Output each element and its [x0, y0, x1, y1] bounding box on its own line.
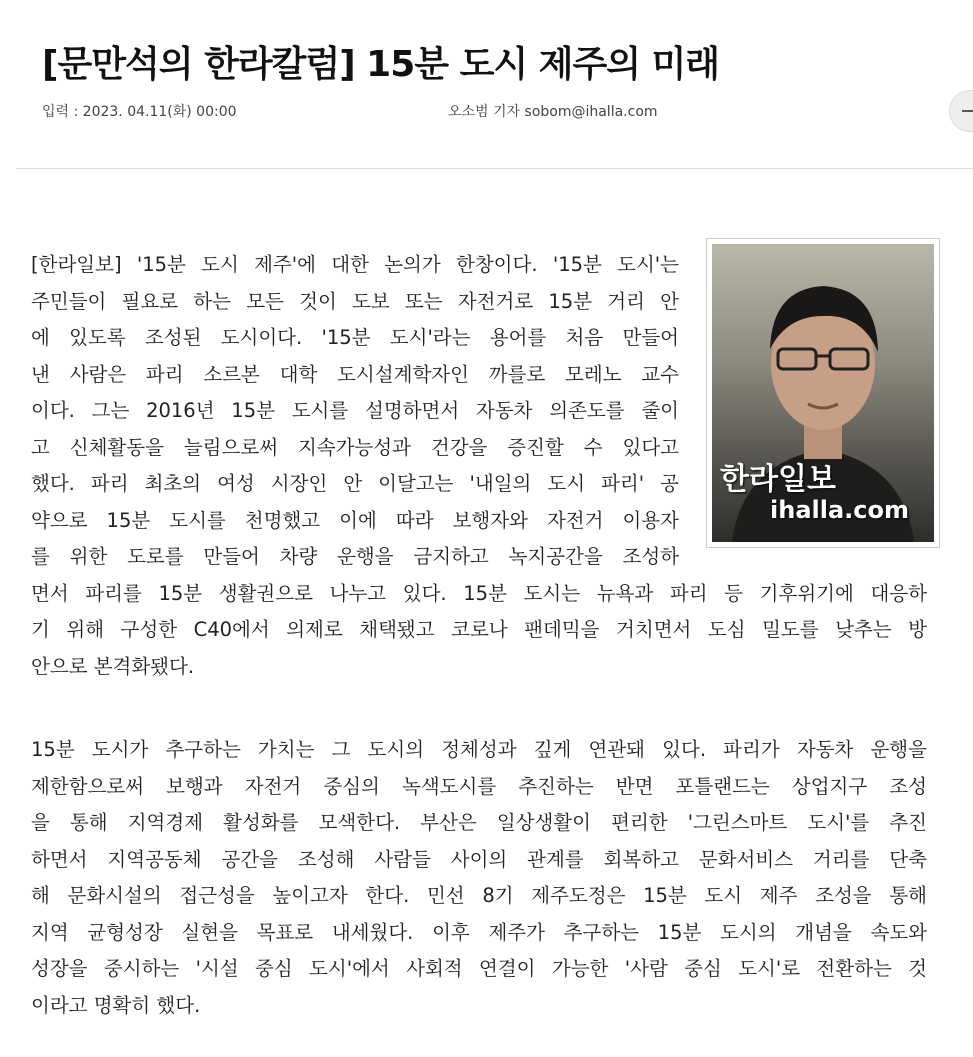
- body-line: 제한함으로써 보행과 자전거 중심의 녹색도시를 추진하는 반면 포틀랜드는 상업지구 조성: [31, 774, 927, 798]
- watermark-brand: 한라일보: [720, 462, 836, 497]
- minus-icon: [962, 110, 973, 112]
- body-line: 기 위해 구성한 C40에서 의제로 채택됐고 코로나 팬데믹을 거치면서 도심 밀도를 낮추는 방: [31, 618, 927, 641]
- header-divider: [16, 168, 973, 169]
- body-line: 낸 사람은 파리 소르본 대학 도시설계학자인 까를로 모레노 교수: [31, 362, 679, 386]
- portrait-image: [712, 244, 934, 542]
- body-line: 성장을 중시하는 '시설 중심 도시'에서 사회적 연결이 가능한 '사람 중심 도시'로 전환하는 것: [31, 957, 927, 980]
- body-line: 를 위한 도로를 만들어 차량 운행을 금지하고 녹지공간을 조성하: [31, 545, 679, 568]
- body-line: 이다. 그는 2016년 15분 도시를 설명하면서 자동차 의존도를 줄이: [31, 399, 679, 422]
- body-line: 지역 균형성장 실현을 목표로 내세웠다. 이후 제주가 추구하는 15분 도시의 개념을 속도와: [31, 920, 927, 944]
- body-line: 이라고 명확히 했다.: [31, 993, 201, 1017]
- reporter-byline[interactable]: 오소범 기자 sobom@ihalla.com: [448, 104, 658, 120]
- body-line: 약으로 15분 도시를 천명했고 이에 따라 보행자와 자전거 이용자: [31, 508, 679, 532]
- body-line: 해 문화시설의 접근성을 높이고자 한다. 민선 8기 제주도정은 15분 도시 제주 조성을 통해: [31, 884, 927, 907]
- body-line: 에 있도록 조성된 도시이다. '15분 도시'라는 용어를 처음 만들어: [31, 326, 679, 349]
- body-line: 면서 파리를 15분 생활권으로 나누고 있다. 15분 도시는 뉴욕과 파리 등 기후위기에 대응하: [31, 581, 927, 605]
- article-title: [문만석의 한라칼럼] 15분 도시 제주의 미래: [42, 44, 720, 85]
- body-line: 했다. 파리 최초의 여성 시장인 안 이달고는 '내일의 도시 파리' 공: [31, 472, 679, 495]
- body-line: 을 통해 지역경제 활성화를 모색한다. 부산은 일상생활이 편리한 '그린스마트 도시'를 추진: [31, 811, 927, 834]
- publish-date: 입력 : 2023. 04.11(화) 00:00: [42, 104, 237, 120]
- columnist-photo: [706, 238, 940, 548]
- body-line: 하면서 지역공동체 공간을 조성해 사람들 사이의 관계를 회복하고 문화서비스 거리를 단축: [31, 847, 927, 871]
- body-line: 고 신체활동을 늘림으로써 지속가능성과 건강을 증진할 수 있다고: [31, 435, 679, 459]
- watermark-site: ihalla.com: [770, 496, 909, 524]
- body-line: 주민들이 필요로 하는 모든 것이 도보 또는 자전거로 15분 거리 안: [31, 289, 679, 313]
- body-line: [한라일보] '15분 도시 제주'에 대한 논의가 한창이다. '15분 도시'는: [31, 253, 679, 276]
- font-size-decrease-button[interactable]: [949, 90, 973, 132]
- body-line: 15분 도시가 추구하는 가치는 그 도시의 정체성과 깊게 연관돼 있다. 파리가 자동차 운행을: [31, 738, 927, 761]
- body-line: 안으로 본격화됐다.: [31, 654, 195, 678]
